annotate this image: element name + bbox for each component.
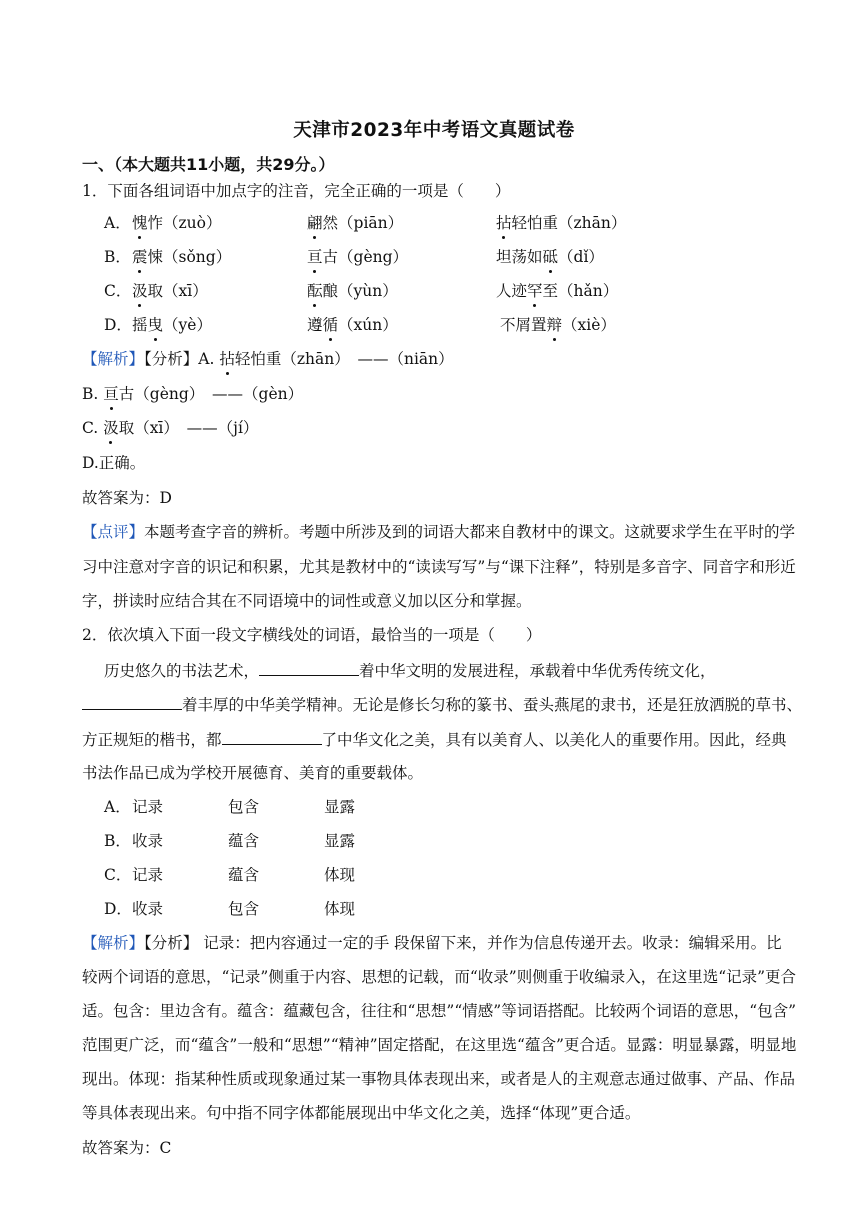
q2-passage-line: 方正规矩的楷书，都 了中华文化之美，具有以美育人、以美化人的重要作用。因此，经典 [82,728,787,751]
option-word: 震悚（sǒng） [132,248,232,266]
q1-analysis-b: B. 亘古（gèng） ——（gèn） [82,385,304,403]
q2-analysis-line: 适。包含：里边含有。蕴含：蕴藏包含，往往和“思想”“情感”等词语搭配。比较两个词语的意思，“包含” [82,1002,797,1020]
option-word: 体现 [324,866,356,884]
option-word: 显露 [324,798,356,816]
option-label: A． [104,214,131,232]
q2-stem: 2．依次填入下面一段文字横线处的词语，最恰当的一项是（ ） [82,626,542,644]
q1-stem: 1．下面各组词语中加点字的注音，完全正确的一项是（ ） [82,182,511,200]
fill-blank [259,659,359,676]
option-label: B． [104,248,131,266]
q2-passage-line: 书法作品已成为学校开展德育、美育的重要载体。 [82,764,424,782]
option-word: 愧怍（zuò） [132,214,222,232]
q1-comment-line: 习中注意对字音的识记和积累，尤其是教材中的“读读写写”与“课下注释”，特别是多音字、同音字和形近 [82,558,796,576]
option-word: 酝酿（yùn） [307,282,398,300]
option-label: D． [104,900,132,918]
q1-analysis: 【解析】【分析】A. 拈轻怕重（zhān） ——（niān） [82,350,454,368]
q2-analysis-line: 现出。体现：指某种性质或现象通过某一事物具体表现出来，或者是人的主观意志通过做事、产品、作品 [82,1070,796,1088]
option-word: 体现 [324,900,356,918]
fill-blank [82,693,182,710]
analysis-tag: 【解析】 [82,350,145,368]
option-word: 蕴含 [228,832,260,850]
option-label: A． [104,798,131,816]
option-word: 翩然（piān） [307,214,404,232]
option-word: 包含 [228,798,260,816]
option-word: 亘古（gèng） [307,248,409,266]
option-label: D． [104,316,132,334]
q2-passage-line: 历史悠久的书法艺术， 着中华文明的发展进程，承载着中华优秀传统文化， [104,659,716,682]
q1-answer: 故答案为：D [82,489,172,507]
q1-analysis-c: C. 汲取（xī） ——（jí） [82,419,259,437]
analysis-tag: 【解析】 [82,934,145,952]
option-word: 包含 [228,900,260,918]
fill-blank [222,728,322,745]
option-label: C． [104,866,132,884]
option-word: 记录 [132,866,164,884]
option-word: 记录 [132,798,164,816]
q2-answer: 故答案为：C [82,1139,172,1157]
q2-analysis: 【解析】【分析】 记录：把内容通过一定的手 段保留下来，并作为信息传递开去。收录：编辑采用。比 [82,934,782,952]
q2-passage-line: 着丰厚的中华美学精神。无论是修长匀称的篆书、蚕头燕尾的隶书，还是狂放洒脱的草书、 [82,693,802,716]
option-word: 蕴含 [228,866,260,884]
option-word: 人迹罕至（hǎn） [496,282,619,300]
q2-analysis-line: 范围更广泛，而“蕴含”一般和“思想”“精神”固定搭配，在这里选“蕴含”更合适。显露：明显暴露，明显地 [82,1036,797,1054]
option-word: 坦荡如砥（dǐ） [496,248,604,266]
option-word: 遵循（xún） [307,316,398,334]
q1-analysis-d: D.正确。 [82,454,146,472]
option-word: 显露 [324,832,356,850]
q1-comment: 【点评】本题考查字音的辨析。考题中所涉及到的词语大都来自教材中的课文。这就要求学生在平时的学 [82,523,796,541]
comment-tag: 【点评】 [82,523,145,541]
option-word: 不屑置辩（xiè） [500,316,616,334]
q1-comment-line: 字，拼读时应结合其在不同语境中的词性或意义加以区分和掌握。 [82,592,532,610]
option-label: C． [104,282,132,300]
option-word: 收录 [132,832,164,850]
q2-analysis-line: 较两个词语的意思，“记录”侧重于内容、思想的记载，而“收录”则侧重于收编录入，在这里选“记录”更合 [82,968,797,986]
doc-title: 天津市2023年中考语文真题试卷 [293,120,575,141]
section-heading: 一、（本大题共11小题，共29分。） [82,155,335,174]
option-word: 汲取（xī） [132,282,208,300]
q2-analysis-line: 等具体表现出来。句中指不同字体都能展现出中华文化之美，选择“体现”更合适。 [82,1104,641,1122]
option-word: 拈轻怕重（zhān） [496,214,627,232]
option-word: 收录 [132,900,164,918]
option-word: 摇曳（yè） [132,316,212,334]
option-label: B． [104,832,131,850]
